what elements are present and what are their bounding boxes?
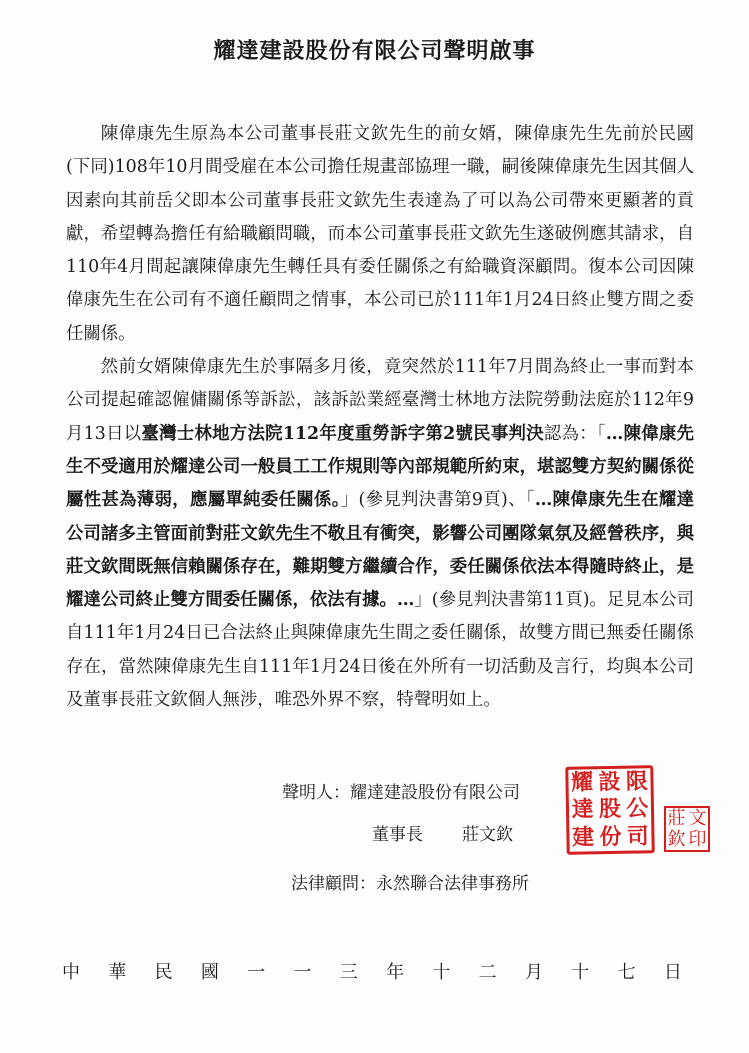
- paragraph-2: [66, 351, 694, 717]
- date-char: 月: [524, 962, 543, 983]
- date-char: 日: [663, 962, 682, 983]
- company-seal-char: 設: [598, 768, 621, 796]
- paragraph-2-connector: 認為：「: [543, 423, 606, 444]
- judgment-quote-2: …陳偉康先生在耀達公司諸多主管面前對莊文欽先生不敬且有衝突，影響公司團隊氣氛及經營秩序，與莊文欽間既無信賴關係存在，難期雙方繼續合作，委任關係依法本得隨時終止，是耀達公司終止雙方間委任關係，依法有據。…: [66, 490, 694, 611]
- statement-body: [66, 118, 694, 717]
- declarant-line: 聲明人：耀達建設股份有限公司: [282, 783, 520, 803]
- paragraph-2-conclusion: 」(參見判決書第11頁)。足見本公司自111年1月24日已合法終止與陳偉康先生間之委任關係，故雙方間已無委任關係存在，當然陳偉康先生自111年1月24日後在外所有一切活動及言行，均與本公司及董事長莊文欽個人無涉，唯恐外界不察，特聲明如上。: [66, 590, 694, 711]
- date-char: 一: [247, 962, 266, 983]
- company-seal-char: 達: [571, 796, 594, 823]
- paragraph-2-citation-1: 」(參見判決書第9頁)、「: [340, 490, 535, 511]
- date-line: [62, 958, 682, 984]
- date-char: 年: [386, 962, 405, 983]
- judgment-quote-1: …陳偉康先生不受適用於耀達公司一般員工工作規則等內部規範所約束，堪認雙方契約關係從屬性甚為薄弱，應屬單純委任關係。: [66, 423, 694, 511]
- company-seal-char: 股: [598, 796, 622, 823]
- company-seal-char: 耀: [570, 769, 594, 796]
- chairman-title: 董事長: [372, 825, 423, 845]
- judgment-reference: 臺灣士林地方法院112年度重勞訴字第2號民事判決: [141, 423, 544, 444]
- legal-counsel-line: 法律顧問：永然聯合法律事務所: [291, 874, 529, 894]
- company-seal-char: 份: [599, 823, 622, 850]
- company-seal-char: 限: [625, 768, 649, 795]
- date-char: 華: [108, 962, 127, 983]
- date-char: 中: [62, 962, 80, 983]
- date-char: 十: [571, 962, 590, 983]
- personal-seal-char: 欽: [667, 829, 686, 850]
- date-char: 三: [339, 962, 358, 983]
- company-seal-char: 司: [626, 822, 650, 850]
- company-seal-char: 公: [626, 795, 649, 823]
- chairman-name: 莊文欽: [462, 825, 513, 845]
- date-char: 十: [432, 962, 451, 983]
- personal-seal-char: 印: [688, 829, 707, 850]
- paragraph-2-intro: 然前女婿陳偉康先生於事隔多月後，竟突然於111年7月間為終止一事而對本公司提起確認僱傭關係等訴訟，該訴訟業經臺灣士林地方法院勞動法庭於112年9月13日以: [66, 357, 694, 444]
- date-char: 民: [154, 962, 173, 983]
- page-title: 耀達建設股份有限公司聲明啟事: [213, 38, 536, 64]
- date-char: 七: [617, 962, 636, 983]
- company-seal: [565, 765, 655, 855]
- company-seal-char: 建: [571, 823, 595, 851]
- personal-seal-char: 文: [688, 808, 707, 829]
- date-char: 國: [200, 962, 219, 983]
- personal-seal: [664, 806, 710, 852]
- date-char: 一: [293, 962, 312, 983]
- personal-seal-char: 莊: [667, 808, 686, 829]
- date-char: 二: [478, 962, 497, 983]
- paragraph-1: 陳偉康先生原為本公司董事長莊文欽先生的前女婿，陳偉康先生先前於民國(下同)108年10月間受雇在本公司擔任規畫部協理一職，嗣後陳偉康先生因其個人因素向其前岳父即本公司董事長莊文欽先生表達為了可以為公司帶來更顯著的貢獻，希望轉為擔任有給職顧問職，而本公司董事長莊文欽先生遂破例應其請求，自110年4月間起讓陳偉康先生轉任具有委任關係之有給職資深顧問。復本公司因陳偉康先生在公司有不適任顧問之情事，本公司已於111年1月24日終止雙方間之委任關係。: [66, 124, 694, 344]
